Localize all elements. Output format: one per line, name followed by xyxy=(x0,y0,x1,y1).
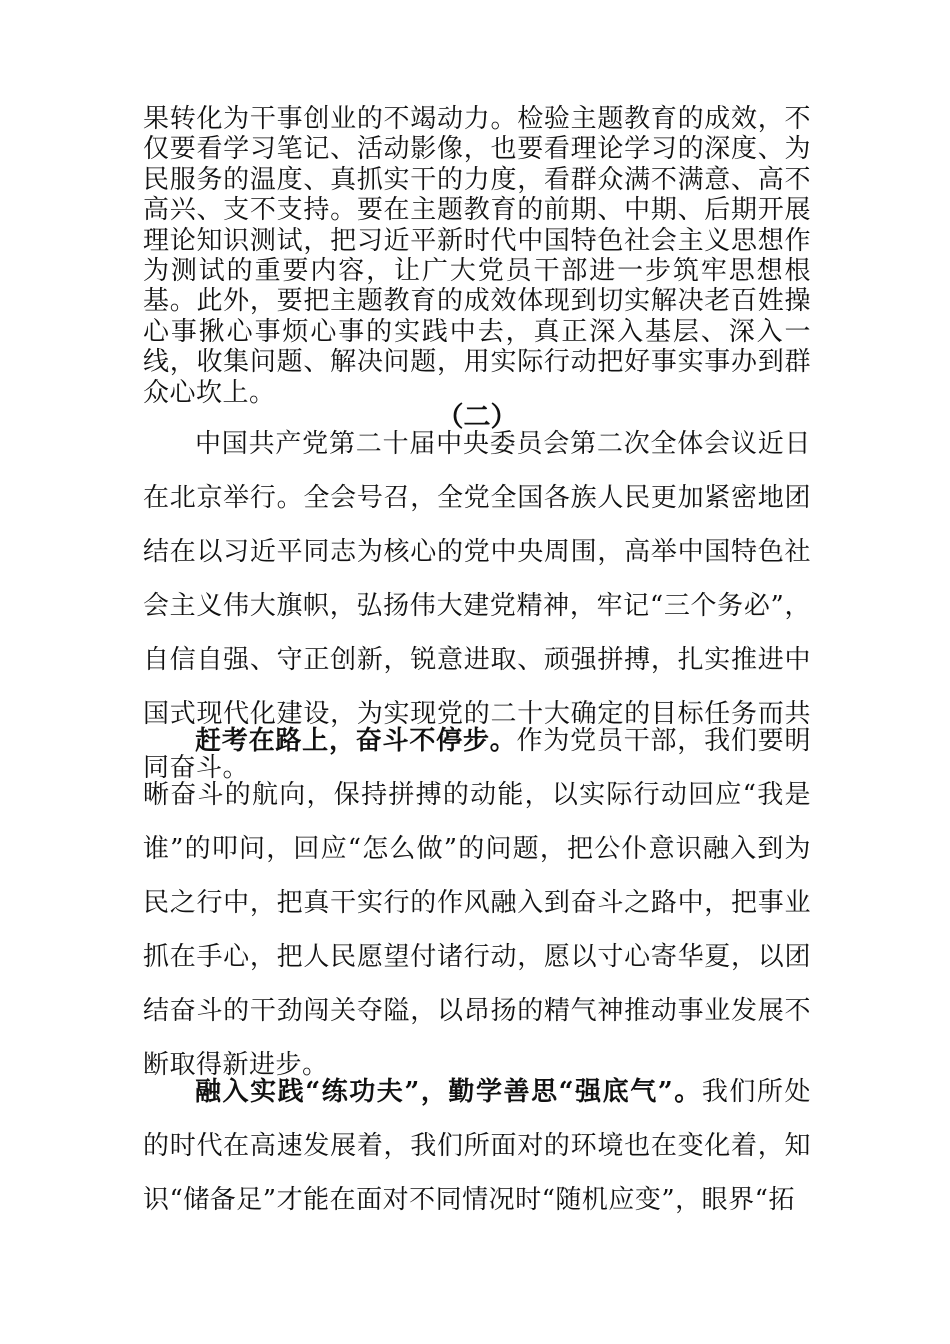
paragraph-3-lead: 融入实践“练功夫”，勤学善思“强底气”。 xyxy=(195,1077,702,1107)
paragraph-3 xyxy=(143,1065,811,1227)
paragraph-2 xyxy=(143,714,811,1092)
paragraph-3-body: 我们所处的时代在高速发展着，我们所面对的环境也在变化着，知识“储备足”才能在面对不同情况时“随机应变”，眼界“拓 xyxy=(143,1077,811,1215)
paragraph-2-body: 作为党员干部，我们要明晰奋斗的航向，保持拼搏的动能，以实际行动回应“我是谁”的叩问，回应“怎么做”的问题，把公仆意识融入到为民之行中，把真干实行的作风融入到奋斗之路中，把事业抓在手心，把人民愿望付诸行动，愿以寸心寄华夏，以团结奋斗的干劲闯关夺隘，以昂扬的精气神推动事业发展不断取得新进步。 xyxy=(143,726,811,1080)
intro-paragraph: 果转化为干事创业的不竭动力。检验主题教育的成效，不仅要看学习笔记、活动影像，也要看理论学习的深度、为民服务的温度、真抓实干的力度，看群众满不满意、高不高兴、支不支持。要在主题教育的前期、中期、后期开展理论知识测试，把习近平新时代中国特色社会主义思想作为测试的重要内容，让广大党员干部进一步筑牢思想根基。此外，要把主题教育的成效体现到切实解决老百姓操心事揪心事烦心事的实践中去，真正深入基层、深入一线，收集问题、解决问题，用实际行动把好事实事办到群众心坎上。 xyxy=(143,104,811,408)
paragraph-2-lead: 赶考在路上，奋斗不停步。 xyxy=(195,726,517,756)
paragraph-1: 中国共产党第二十届中央委员会第二次全体会议近日在北京举行。全会号召，全党全国各族人民更加紧密地团结在以习近平同志为核心的党中央周围，高举中国特色社会主义伟大旗帜，弘扬伟大建党精神，牢记“三个务必”，自信自强、守正创新，锐意进取、顽强拼搏，扎实推进中国式现代化建设，为实现党的二十大确定的目标任务而共同奋斗。 xyxy=(143,429,811,783)
section-heading: （二） xyxy=(436,402,518,433)
